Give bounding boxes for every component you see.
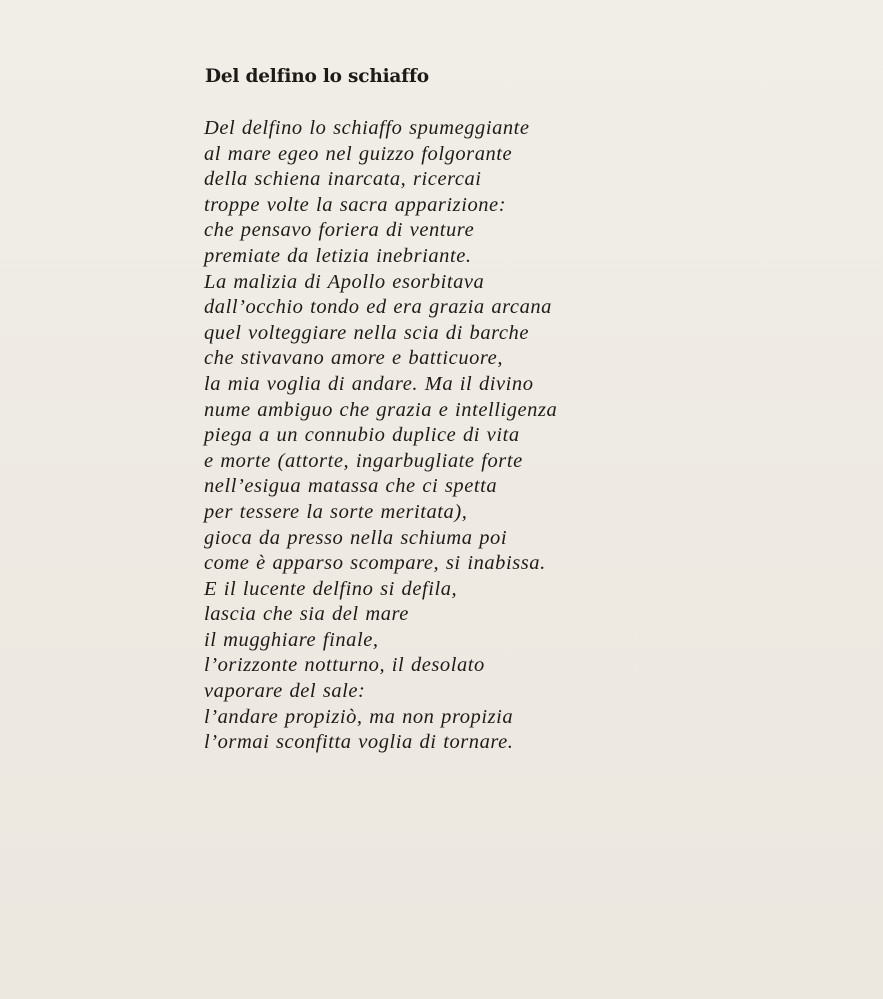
poem-line: la mia voglia di andare. Ma il divino <box>204 372 534 395</box>
poem-line: al mare egeo nel guizzo folgorante <box>204 142 513 165</box>
poem-line: il mugghiare finale, <box>204 628 379 651</box>
poem-line: che pensavo foriera di venture <box>204 219 475 242</box>
poem-line: troppe volte la sacra apparizione: <box>204 193 507 216</box>
poem-line: l’orizzonte notturno, il desolato <box>204 654 485 677</box>
poem-line: dall’occhio tondo ed era grazia arcana <box>204 296 552 319</box>
poem-body <box>204 116 557 756</box>
poem-title: Del delfino lo schiaffo <box>205 66 429 87</box>
poem-line: lascia che sia del mare <box>204 603 409 626</box>
poem-line: La malizia di Apollo esorbitava <box>204 270 485 293</box>
poem-line: nume ambiguo che grazia e intelligenza <box>204 398 558 421</box>
poem-line: vaporare del sale: <box>204 680 366 703</box>
poem-line: che stivavano amore e batticuore, <box>204 347 504 370</box>
poem-line: nell’esigua matassa che ci spetta <box>204 475 498 498</box>
poem-line: e morte (attorte, ingarbugliate forte <box>204 449 523 472</box>
poem-line: quel volteggiare nella scia di barche <box>204 321 529 344</box>
poem-line: l’ormai sconfitta voglia di tornare. <box>204 731 514 754</box>
poem-line: premiate da letizia inebriante. <box>204 244 472 267</box>
poem-line: come è apparso scompare, si inabissa. <box>204 552 546 575</box>
poem-line: l’andare propiziò, ma non propizia <box>204 705 514 728</box>
poem-line: Del delfino lo schiaffo spumeggiante <box>204 117 530 139</box>
poem-line: per tessere la sorte meritata), <box>204 500 468 523</box>
poem-line: E il lucente delfino si defila, <box>204 577 458 600</box>
poem-line: della schiena inarcata, ricercai <box>204 168 482 191</box>
poem-line: piega a un connubio duplice di vita <box>204 424 520 447</box>
poem-line: gioca da presso nella schiuma poi <box>204 526 508 549</box>
